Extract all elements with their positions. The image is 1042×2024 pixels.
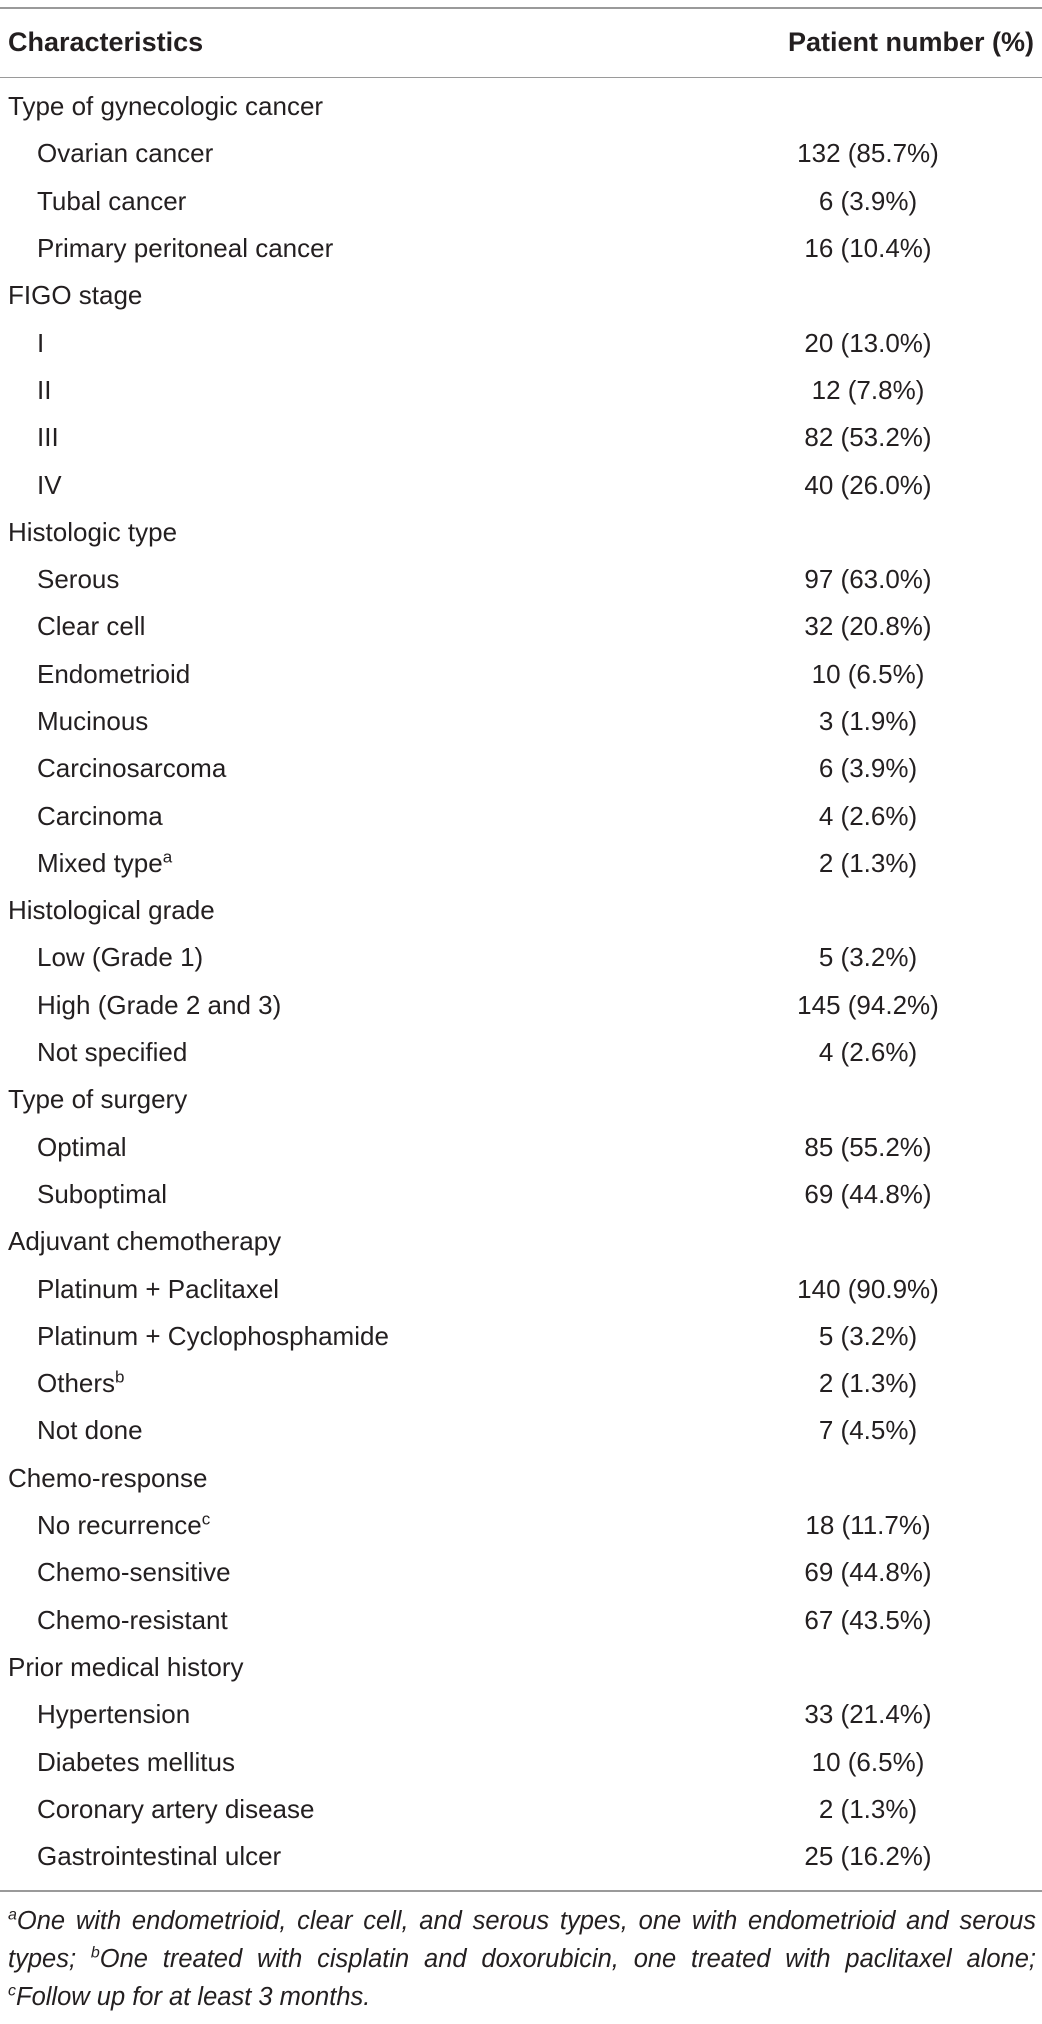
footnote-mark: b <box>90 1944 100 1962</box>
row-label-text: Carcinosarcoma <box>37 753 227 784</box>
footnote-marker: a <box>162 847 173 867</box>
row-value: 140 (90.9%) <box>797 1273 939 1304</box>
category-label <box>0 1463 207 1494</box>
row-label-text: Carcinoma <box>37 800 163 831</box>
table-row <box>0 982 1042 1029</box>
row-label-text: Platinum + Cyclophosphamide <box>37 1320 389 1351</box>
category-row <box>0 83 1042 130</box>
row-label-text: Primary peritoneal cancer <box>37 233 334 264</box>
row-label-text: Gastrointestinal ulcer <box>37 1841 282 1872</box>
row-label-text: Not specified <box>37 1037 188 1068</box>
row-value: 25 (16.2%) <box>804 1841 932 1872</box>
row-label <box>0 328 44 359</box>
row-label <box>0 422 59 453</box>
row-value: 67 (43.5%) <box>804 1604 932 1635</box>
category-row <box>0 1218 1042 1265</box>
row-label <box>0 990 281 1021</box>
row-label-text: Diabetes mellitus <box>37 1746 235 1777</box>
row-value: 20 (13.0%) <box>804 327 932 358</box>
row-value: 6 (3.9%) <box>818 185 918 216</box>
row-label-text: Endometrioid <box>37 658 191 689</box>
table-row <box>0 1265 1042 1312</box>
row-value: 145 (94.2%) <box>797 989 939 1020</box>
table-row <box>0 1833 1042 1880</box>
row-value: 3 (1.9%) <box>818 706 918 736</box>
row-label <box>0 138 213 169</box>
category-row <box>0 272 1042 319</box>
category-row <box>0 509 1042 556</box>
table-header <box>0 9 1042 77</box>
table-row <box>0 178 1042 225</box>
footnote-text: One treated with cisplatin and doxorubicin, one treated with paclitaxel alone; <box>99 1944 1036 1973</box>
row-label-text: Chemo-resistant <box>37 1604 228 1635</box>
row-label-text: Adjuvant chemotherapy <box>8 1226 282 1257</box>
row-label <box>0 848 172 879</box>
row-label-text: Serous <box>37 564 120 595</box>
row-value: 33 (21.4%) <box>804 1699 932 1730</box>
table-row <box>0 1738 1042 1785</box>
row-value: 69 (44.8%) <box>804 1557 932 1588</box>
row-label <box>0 564 119 595</box>
row-label <box>0 1368 125 1399</box>
table-row <box>0 651 1042 698</box>
row-label-text: Others <box>37 1368 116 1399</box>
header-patient-number: Patient number (%) <box>787 27 1034 57</box>
row-label-text: Not done <box>37 1415 143 1446</box>
row-label-text: Mixed type <box>37 847 163 878</box>
row-label-text: Hypertension <box>37 1699 191 1730</box>
row-value: 85 (55.2%) <box>804 1131 932 1162</box>
footnote-marker: c <box>201 1509 211 1529</box>
row-value: 7 (4.5%) <box>818 1415 918 1446</box>
row-label <box>0 1557 231 1588</box>
row-label <box>0 942 203 973</box>
table-row <box>0 130 1042 177</box>
category-label <box>0 91 323 122</box>
row-label <box>0 186 186 217</box>
row-label-text: Type of gynecologic cancer <box>8 91 324 122</box>
row-value: 132 (85.7%) <box>797 138 939 169</box>
row-label <box>0 801 163 832</box>
row-label-text: Optimal <box>37 1131 127 1162</box>
row-label-text: Platinum + Paclitaxel <box>37 1273 280 1304</box>
row-value: 6 (3.9%) <box>818 753 918 784</box>
row-label <box>0 1274 279 1305</box>
table-row <box>0 556 1042 603</box>
table-row <box>0 1597 1042 1644</box>
row-label-text: Suboptimal <box>37 1178 168 1209</box>
row-label <box>0 659 190 690</box>
table-row <box>0 1171 1042 1218</box>
row-label <box>0 1794 314 1825</box>
row-label-text: High (Grade 2 and 3) <box>37 989 282 1020</box>
row-value: 4 (2.6%) <box>818 1037 918 1068</box>
category-label <box>0 895 215 926</box>
row-value: 10 (6.5%) <box>811 1746 925 1777</box>
table-row <box>0 225 1042 272</box>
row-value: 69 (44.8%) <box>804 1178 932 1209</box>
row-label <box>0 611 145 642</box>
footnote-text: One with endometrioid, clear cell, and serous types, one with endometrioid and serous types; <box>8 1906 1036 1973</box>
table-row <box>0 1407 1042 1454</box>
row-label <box>0 470 62 501</box>
table-row <box>0 934 1042 981</box>
table-row <box>0 319 1042 366</box>
footnote-mark: c <box>8 1982 16 2000</box>
row-label <box>0 233 333 264</box>
table-footnote <box>0 1892 1042 2016</box>
table-row <box>0 1313 1042 1360</box>
row-value: 2 (1.3%) <box>818 1793 918 1824</box>
row-label <box>0 1510 210 1541</box>
table-row <box>0 461 1042 508</box>
row-label-text: Type of surgery <box>8 1084 188 1115</box>
row-label-text: Prior medical history <box>8 1651 244 1682</box>
table-row <box>0 1029 1042 1076</box>
category-label <box>0 1084 187 1115</box>
category-label <box>0 517 177 548</box>
table-row <box>0 367 1042 414</box>
category-row <box>0 887 1042 934</box>
row-label <box>0 1037 187 1068</box>
row-value: 40 (26.0%) <box>804 469 932 500</box>
category-label <box>0 280 142 311</box>
row-label-text: Clear cell <box>37 611 146 642</box>
footnote-text: Follow up for at least 3 months. <box>16 1982 371 2011</box>
row-value: 18 (11.7%) <box>805 1510 931 1541</box>
row-label-text: II <box>37 374 52 405</box>
row-value: 97 (63.0%) <box>804 564 932 595</box>
table-row <box>0 1549 1042 1596</box>
row-label-text: FIGO stage <box>8 280 143 311</box>
header-characteristics: Characteristics <box>8 27 204 57</box>
row-label <box>0 1699 190 1730</box>
category-row <box>0 1644 1042 1691</box>
table-row <box>0 414 1042 461</box>
row-label-text: Chemo-sensitive <box>37 1557 231 1588</box>
row-label-text: Histological grade <box>8 895 215 926</box>
row-label <box>0 1747 235 1778</box>
row-label-text: Mucinous <box>37 706 149 736</box>
row-label <box>0 1605 228 1636</box>
row-value: 2 (1.3%) <box>818 847 918 878</box>
row-value: 10 (6.5%) <box>811 658 925 689</box>
row-value: 5 (3.2%) <box>818 1320 918 1351</box>
row-label <box>0 1321 389 1352</box>
table-body <box>0 78 1042 1880</box>
row-label <box>0 753 226 784</box>
row-value: 4 (2.6%) <box>818 800 918 831</box>
table-row <box>0 745 1042 792</box>
table-row <box>0 698 1042 745</box>
row-label-text: I <box>37 327 45 358</box>
row-label-text: Low (Grade 1) <box>37 942 204 973</box>
table-row <box>0 1360 1042 1407</box>
row-value: 16 (10.4%) <box>804 233 932 264</box>
row-label <box>0 1179 167 1210</box>
row-value: 5 (3.2%) <box>818 942 918 973</box>
row-label-text: III <box>37 422 59 453</box>
row-label <box>0 1415 143 1446</box>
row-value: 32 (20.8%) <box>804 611 932 642</box>
table-row <box>0 1502 1042 1549</box>
footnote-marker: b <box>115 1367 125 1387</box>
table-row <box>0 792 1042 839</box>
category-row <box>0 1455 1042 1502</box>
row-label-text: Histologic type <box>8 516 178 547</box>
row-value: 2 (1.3%) <box>818 1368 918 1399</box>
footnote-mark: a <box>8 1906 17 1924</box>
row-label <box>0 375 51 406</box>
table-row <box>0 603 1042 650</box>
row-label-text: IV <box>37 469 62 500</box>
row-label <box>0 1841 281 1872</box>
category-label <box>0 1652 244 1683</box>
table-row <box>0 1786 1042 1833</box>
row-label-text: No recurrence <box>37 1510 202 1541</box>
row-label-text: Coronary artery disease <box>37 1793 315 1824</box>
row-label-text: Tubal cancer <box>37 185 187 216</box>
row-label <box>0 706 148 737</box>
table-row <box>0 1124 1042 1171</box>
row-value: 82 (53.2%) <box>804 422 932 453</box>
row-value: 12 (7.8%) <box>811 374 925 405</box>
category-row <box>0 1076 1042 1123</box>
table-row <box>0 1691 1042 1738</box>
row-label-text: Chemo-response <box>8 1462 208 1493</box>
row-label <box>0 1132 127 1163</box>
row-label-text: Ovarian cancer <box>37 138 214 169</box>
table-row <box>0 840 1042 887</box>
category-label <box>0 1226 281 1257</box>
